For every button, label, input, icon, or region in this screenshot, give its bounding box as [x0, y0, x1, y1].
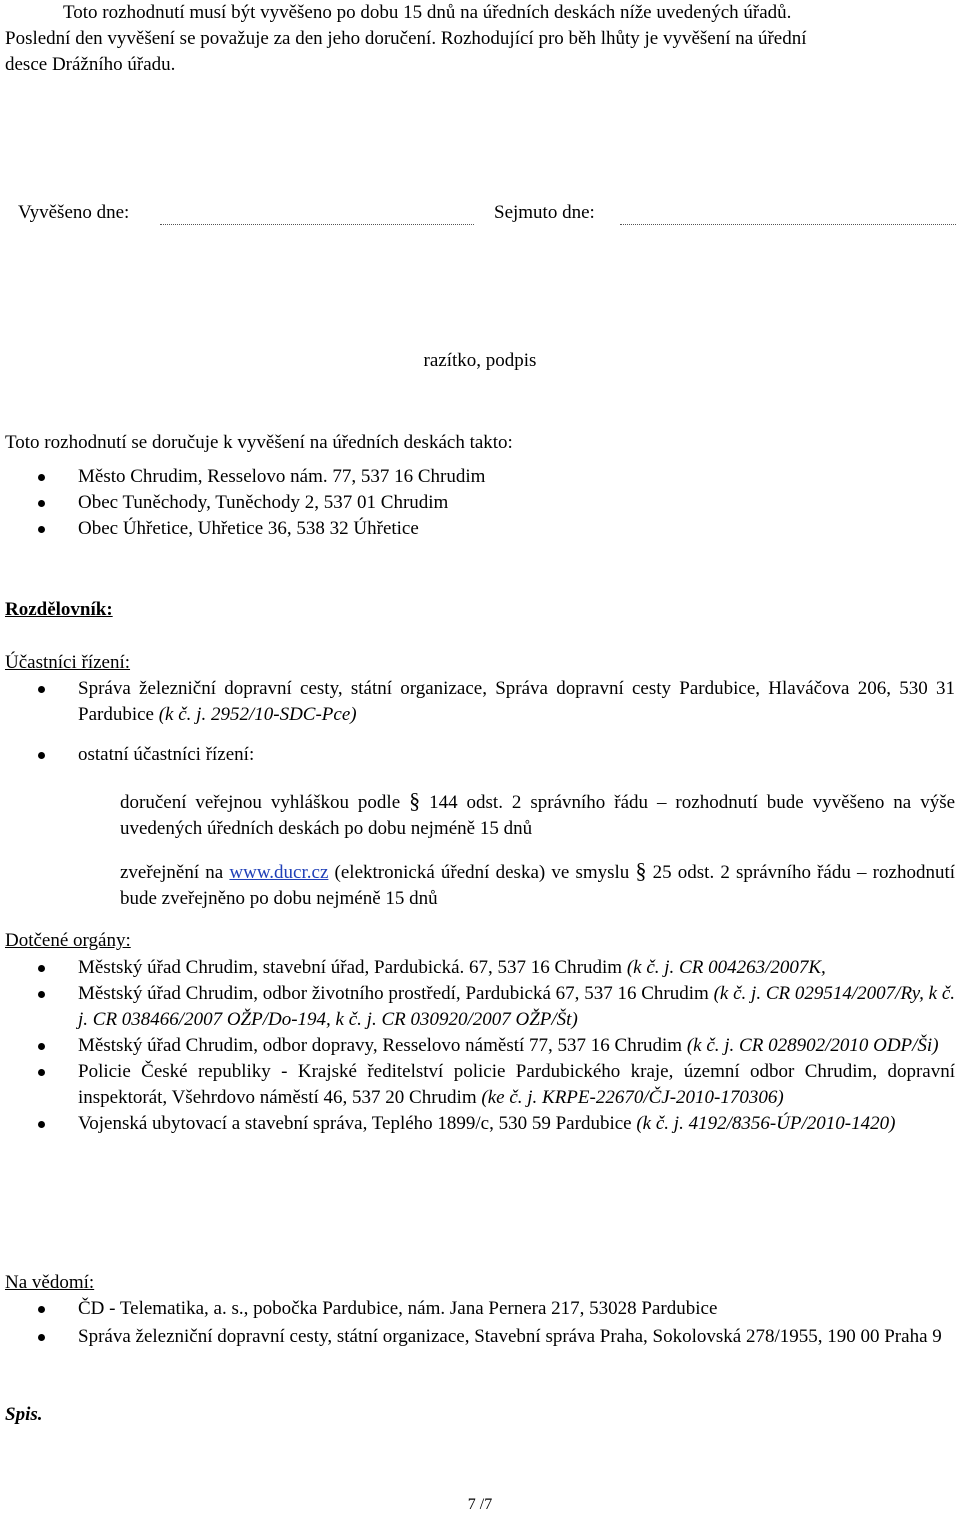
authority-name: Městský úřad Chrudim, stavební úřad, Pardubická. 67, 537 16 Chrudim	[78, 957, 623, 978]
authorities-heading: Dotčené orgány:	[5, 930, 131, 951]
publish-text-3: 25 odst. 2 správního řádu – rozhodnutí bude zveřejněno po dobu nejméně 15 dnů	[120, 862, 955, 909]
intro-paragraph	[5, 0, 955, 78]
list-item	[5, 676, 955, 728]
list-item	[5, 1033, 955, 1059]
list-item	[5, 981, 955, 1033]
intro-line-3: desce Drážního úřadu.	[5, 54, 176, 75]
section-sign: §	[409, 788, 421, 813]
removed-date-field	[620, 224, 956, 225]
posted-date-field	[160, 224, 474, 225]
ducr-link[interactable]: www.ducr.cz	[229, 862, 329, 883]
delivery-text-2: 144 odst. 2 správního řádu – rozhodnutí bude vyvěšeno na výše uvedených úředních deskách po dobu nejméně 15 dnů	[120, 792, 956, 839]
delivery-paragraph	[120, 788, 955, 842]
list-item	[5, 1111, 955, 1137]
authority-name: Vojenská ubytovací a stavební správa, Teplého 1899/c, 530 59 Pardubice	[78, 1113, 632, 1134]
posted-date-label: Vyvěšeno dne:	[18, 202, 130, 223]
participants-list	[5, 676, 955, 768]
participant-main-ref: (k č. j. 2952/10-SDC-Pce)	[158, 704, 357, 725]
publish-note	[120, 858, 955, 912]
list-item	[5, 955, 955, 981]
list-item: Obec Tuněchody, Tuněchody 2, 537 01 Chrudim	[5, 490, 955, 516]
section-sign: §	[635, 858, 647, 883]
authority-name: Městský úřad Chrudim, odbor dopravy, Resselovo náměstí 77, 537 16 Chrudim	[78, 1035, 683, 1056]
authority-name: Městský úřad Chrudim, odbor životního prostředí, Pardubická 67, 537 16 Chrudim	[78, 983, 709, 1004]
list-item: Správa železniční dopravní cesty, státní organizace, Stavební správa Praha, Sokolovská 278/1955, 190 00 Praha 9	[5, 1324, 955, 1350]
intro-line-1: Toto rozhodnutí musí být vyvěšeno po dobu 15 dnů na úředních deskách níže uvedených úřadů.	[63, 2, 792, 23]
participant-main: Správa železniční dopravní cesty, státní organizace, Správa dopravní cesty Pardubice, Hlaváčova 206, 530 31 Pardubice	[78, 678, 955, 725]
boards-list	[5, 464, 955, 542]
file-note: Spis.	[5, 1404, 43, 1425]
stamp-signature-label: razítko, podpis	[423, 350, 537, 371]
removed-date-label: Sejmuto dne:	[494, 202, 595, 223]
list-item: ČD - Telematika, a. s., pobočka Pardubice, nám. Jana Pernera 217, 53028 Pardubice	[5, 1296, 955, 1322]
posting-dates	[18, 200, 958, 230]
intro-line-2: Poslední den vyvěšení se považuje za den jeho doručení. Rozhodující pro běh lhůty je vyvěšení na úřední	[5, 28, 807, 49]
list-item: Obec Úhřetice, Uhřetice 36, 538 32 Úhřetice	[5, 516, 955, 542]
publish-text-2: (elektronická úřední deska) ve smyslu	[334, 862, 630, 883]
authority-ref: (k č. j. CR 028902/2010 ODP/Ši)	[686, 1035, 939, 1056]
publish-text: zveřejnění na	[120, 862, 224, 883]
participants-heading: Účastníci řízení:	[5, 652, 131, 673]
distribution-heading: Rozdělovník:	[5, 599, 113, 620]
authority-name: Policie České republiky - Krajské ředitelství policie Pardubického kraje, územní odbor Chrudim, dopravní inspektorát, Všehrdovo náměstí 46, 537 20 Chrudim	[78, 1061, 955, 1108]
list-item: ostatní účastníci řízení:	[5, 742, 955, 768]
notified-list	[5, 1296, 955, 1350]
list-item: Město Chrudim, Resselovo nám. 77, 537 16 Chrudim	[5, 464, 955, 490]
notified-heading: Na vědomí:	[5, 1272, 95, 1293]
boards-heading: Toto rozhodnutí se doručuje k vyvěšení na úředních deskách takto:	[5, 432, 513, 453]
list-item	[5, 1059, 955, 1111]
publish-paragraph	[120, 858, 955, 912]
authority-ref: (k č. j. CR 004263/2007K,	[626, 957, 826, 978]
delivery-text: doručení veřejnou vyhláškou podle	[120, 792, 401, 813]
authority-ref: (ke č. j. KRPE-22670/ČJ-2010-170306)	[481, 1087, 784, 1108]
delivery-note	[120, 788, 955, 842]
authority-ref: (k č. j. 4192/8356-ÚP/2010-1420)	[636, 1113, 896, 1134]
authorities-list	[5, 955, 955, 1137]
page-number: 7 /7	[467, 1496, 493, 1513]
authority-ref: (k č. j. CR 029514/2007/Ry, k č. j. CR 038466/2007 OŽP/Do-194, k č. j. CR 030920/2007 OŽP/Št)	[78, 983, 955, 1030]
